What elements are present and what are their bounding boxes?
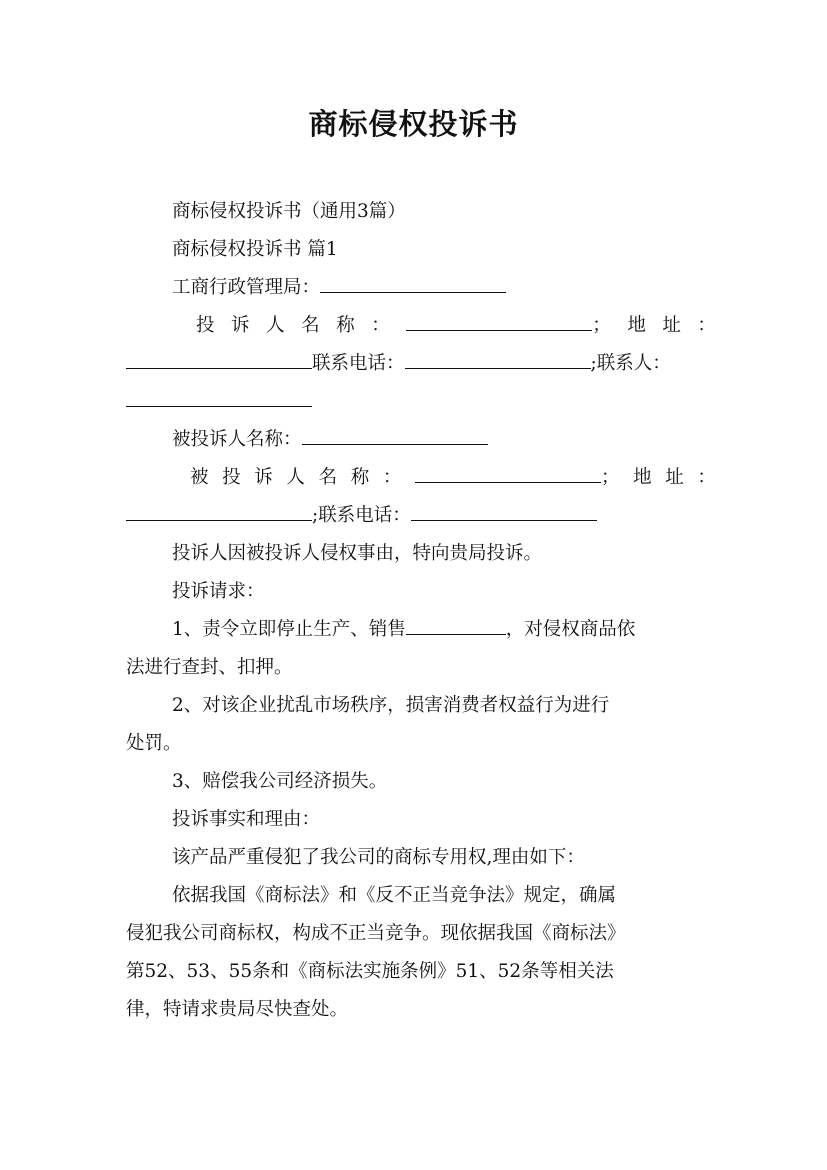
complainant-address-label-char: 地: [627, 315, 646, 336]
respondent-address-label-char: 址: [665, 467, 684, 488]
facts-paragraph-line: 依据我国《商标法》和《反不正当竞争法》规定，确属: [172, 885, 617, 906]
complainant-address-blank[interactable]: [126, 346, 312, 369]
request-3: 3、赔偿我公司经济损失。: [172, 771, 388, 792]
respondent-phone-label: 联系电话：: [318, 505, 411, 526]
complainant-phone-label: 联系电话：: [312, 353, 405, 374]
article-heading: 商标侵权投诉书 篇1: [172, 239, 338, 260]
request-1-product-blank[interactable]: [406, 612, 506, 635]
respondent-name-line: [126, 421, 716, 459]
facts-paragraph-line: 第52、53、55条和《商标法实施条例》51、52条等相关法: [126, 961, 614, 982]
document-body: [126, 193, 716, 1029]
request-1-line-2: 法进行查封、扣押。: [126, 657, 293, 678]
respondent-address-blank[interactable]: [126, 498, 312, 521]
complainant-contact-label: 联系人：: [596, 353, 671, 374]
subtitle: 商标侵权投诉书（通用3篇）: [172, 201, 406, 222]
respondent-name-label-char: ：: [382, 467, 402, 488]
document-title: 商标侵权投诉书: [308, 107, 519, 141]
respondent-name-label: 被投诉人名称：: [172, 429, 302, 450]
complainant-name-label-char: 人: [266, 315, 285, 336]
facts-heading: 投诉事实和理由：: [172, 809, 321, 830]
complainant-phone-blank[interactable]: [405, 346, 591, 369]
respondent-address-sep: ；: [600, 467, 620, 488]
respondent-name-blank[interactable]: [302, 422, 488, 445]
complainant-name-label-char: 称: [336, 315, 355, 336]
complainant-name-label-char: 投: [196, 315, 215, 336]
complainant-address-label-char: 址: [662, 315, 681, 336]
authority-label: 工商行政管理局：: [172, 277, 321, 298]
request-1-text-after: ，对侵权商品依: [505, 619, 636, 640]
complainant-address-sep: ；: [592, 315, 611, 336]
request-2-line-2: 处罚。: [126, 733, 182, 754]
complainant-line: [126, 307, 716, 345]
respondent-name-label-char: 被: [190, 467, 209, 488]
authority-blank[interactable]: [320, 270, 506, 293]
complainant-phone-line: [126, 345, 716, 383]
respondent-name-label-char: 称: [350, 467, 370, 488]
respondent-line: [126, 459, 716, 497]
complainant-name-blank[interactable]: [406, 308, 592, 331]
respondent-name-label-char: 诉: [254, 467, 273, 488]
facts-paragraph-line: 侵犯我公司商标权，构成不正当竞争。现依据我国《商标法》: [126, 923, 626, 944]
complainant-name-label-char: 诉: [231, 315, 250, 336]
complainant-contact-blank[interactable]: [126, 384, 312, 407]
respondent-address-label-char: ：: [697, 467, 716, 488]
facts-intro: 该产品严重侵犯了我公司的商标专用权,理由如下：: [172, 847, 585, 868]
facts-paragraph-line: 律，特请求贵局尽快查处。: [126, 999, 349, 1020]
respondent-phone-line: [126, 497, 716, 535]
respondent-phone-sep: ;: [312, 505, 319, 526]
authority-line: [126, 269, 716, 307]
respondent-name-label-char: 名: [318, 467, 338, 488]
request-1-line-1: [126, 611, 716, 649]
complainant-contact-line: [126, 383, 716, 421]
respondent-name-label-char: 人: [286, 467, 305, 488]
requests-heading: 投诉请求：: [172, 581, 265, 602]
respondent-name-label-char: 投: [222, 467, 241, 488]
request-1-text-before: 1、责令立即停止生产、销售: [172, 619, 406, 640]
reason-line: 投诉人因被投诉人侵权事由，特向贵局投诉。: [172, 543, 543, 564]
complainant-contact-sep: ;: [590, 353, 597, 374]
complainant-name-label-char: 名: [301, 315, 320, 336]
complainant-name-label-char: ：: [371, 315, 390, 336]
respondent-phone-blank[interactable]: [411, 498, 597, 521]
request-2-line-1: 2、对该企业扰乱市场秩序，损害消费者权益行为进行: [172, 695, 610, 716]
complainant-address-label-char: ：: [697, 315, 716, 336]
respondent-name-blank-2[interactable]: [415, 460, 601, 483]
respondent-address-label-char: 地: [633, 467, 652, 488]
